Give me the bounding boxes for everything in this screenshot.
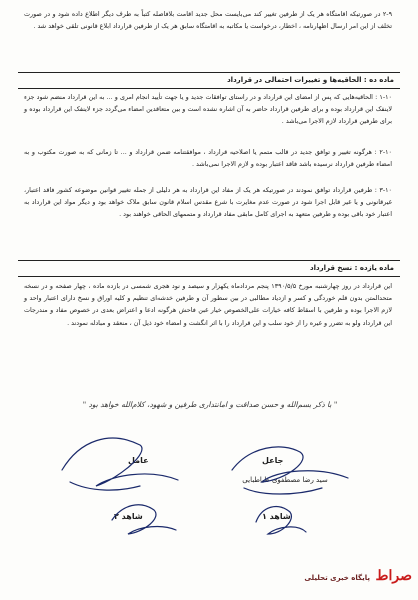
paragraph-10-3: ۳-۱۰ : طرفین قرارداد توافق نمودند در صورتیکه هر یک از مفاد این قرارداد به هر دلیلی از جمله تغییر قوانین موضوعه کشور فاقد اعتبار، غیرقانونی و یا غیر قابل اجرا شود در صورت عدم مغایرت با شرع مقدس اسلام قانون سابق ملاک خواهد بود و دیگر مواد این قرارداد به اعتبار خود باقی بوده و طرفین متعهد به اجرای کامل مابقی مفاد قرارداد و متممهای الحاقی خواهند بود . bbox=[24, 186, 392, 219]
calligraphy-line: " با ذکر بسم‌الله و حسن صداقت و امانتداری طرفین و شهود، کلام‌الله خواهد بود " bbox=[82, 400, 338, 409]
witness1-signature bbox=[256, 507, 306, 534]
article-11-heading: ماده یازده : نسخ قرارداد bbox=[18, 260, 400, 277]
witness2-signature bbox=[112, 505, 176, 534]
paragraph-10-1: ۱-۱۰ : الحاقیه‌هایی که پس از امضای این قرارداد و در راستای توافقات جدید و یا جهت تأیید انجام امری و ... به این قرارداد منضم شود جزء لاینفک این قرارداد بوده و برای طرفین قرارداد حاضر به آن اشاره نشده است و بین متعاقدین امضاء می‌گردد جزء لاینفک این قرارداد بوده و برای طرفین قرارداد لازم الاجرا می‌باشد . bbox=[24, 93, 392, 126]
jael-signature bbox=[232, 447, 348, 482]
amel-signature bbox=[62, 438, 178, 486]
witness1-label: شاهد ۱ bbox=[262, 512, 291, 521]
paragraph-11: این قرارداد در روز چهارشنبه مورخ ۱۳۹۰/۵/۵ پنجم مردادماه یکهزار و سیصد و نود هجری شمسی در بازده ماده ، چهار صفحه و در نسخه متحدالمتن بدون قلم خوردگی و کسر و ازدیاد مطالبی در بین سطور آن و طرفین خدشه‌ای تنظیم و کلیه اوراق و نسخ دارای اعتبار واحد و لازم الاجرا بوده و طرفین با اسقاط کافه خیارات علی‌الخصوص خیار غبن فاحش هرگونه ادعا و اعتراض بعدی در خصوص مفاد و مندرجات این قرارداد ولو به تضرر و غیره را از خود سلب و این قرارداد را با اثر انگشت و امضاء خود ذیل آن ، منعقد و مبادله نمودند . bbox=[24, 282, 392, 327]
jael-label: جاعل bbox=[262, 456, 284, 465]
paragraph-10-2: ۲-۱۰ : هرگونه تغییر و توافق جدید در قالب متمم یا اصلاحیه قرارداد ، موافقتنامه ضمن قرارداد و ... تا زمانی که به صورت مکتوب و به امضاء طرفین قرارداد نرسیده باشد فاقد اعتبار بوده و لازم الاجرا نمی‌باشد . bbox=[24, 148, 392, 169]
amel-label: عامل bbox=[128, 456, 149, 465]
logo-mark: صراط bbox=[375, 568, 412, 584]
article-10-heading: ماده ده : الحاقیه‌ها و تغییرات احتمالی در قرارداد bbox=[18, 72, 400, 89]
witness2-label: شاهد ۲ bbox=[114, 512, 143, 521]
site-logo bbox=[292, 568, 412, 594]
jael-name: سید رضا مصطفوی طباطبایی bbox=[242, 476, 328, 484]
paragraph-9-2: ۲-۹ در صورتیکه اقامتگاه هر یک از طرفین تغییر کند می‌بایست محل جدید اقامت بلافاصله کتباً به طرف دیگر اطلاع داده شود و در صورت تخلف از این امر ارسال اظهارنامه ، اخطار، درخواست یا مکاتبه به اقامتگاه سابق هر یک از طرفین قرارداد ابلاغ قانونی تلقی خواهد شد . bbox=[24, 10, 392, 31]
logo-text: پایگاه خبری تحلیلی bbox=[304, 574, 370, 582]
